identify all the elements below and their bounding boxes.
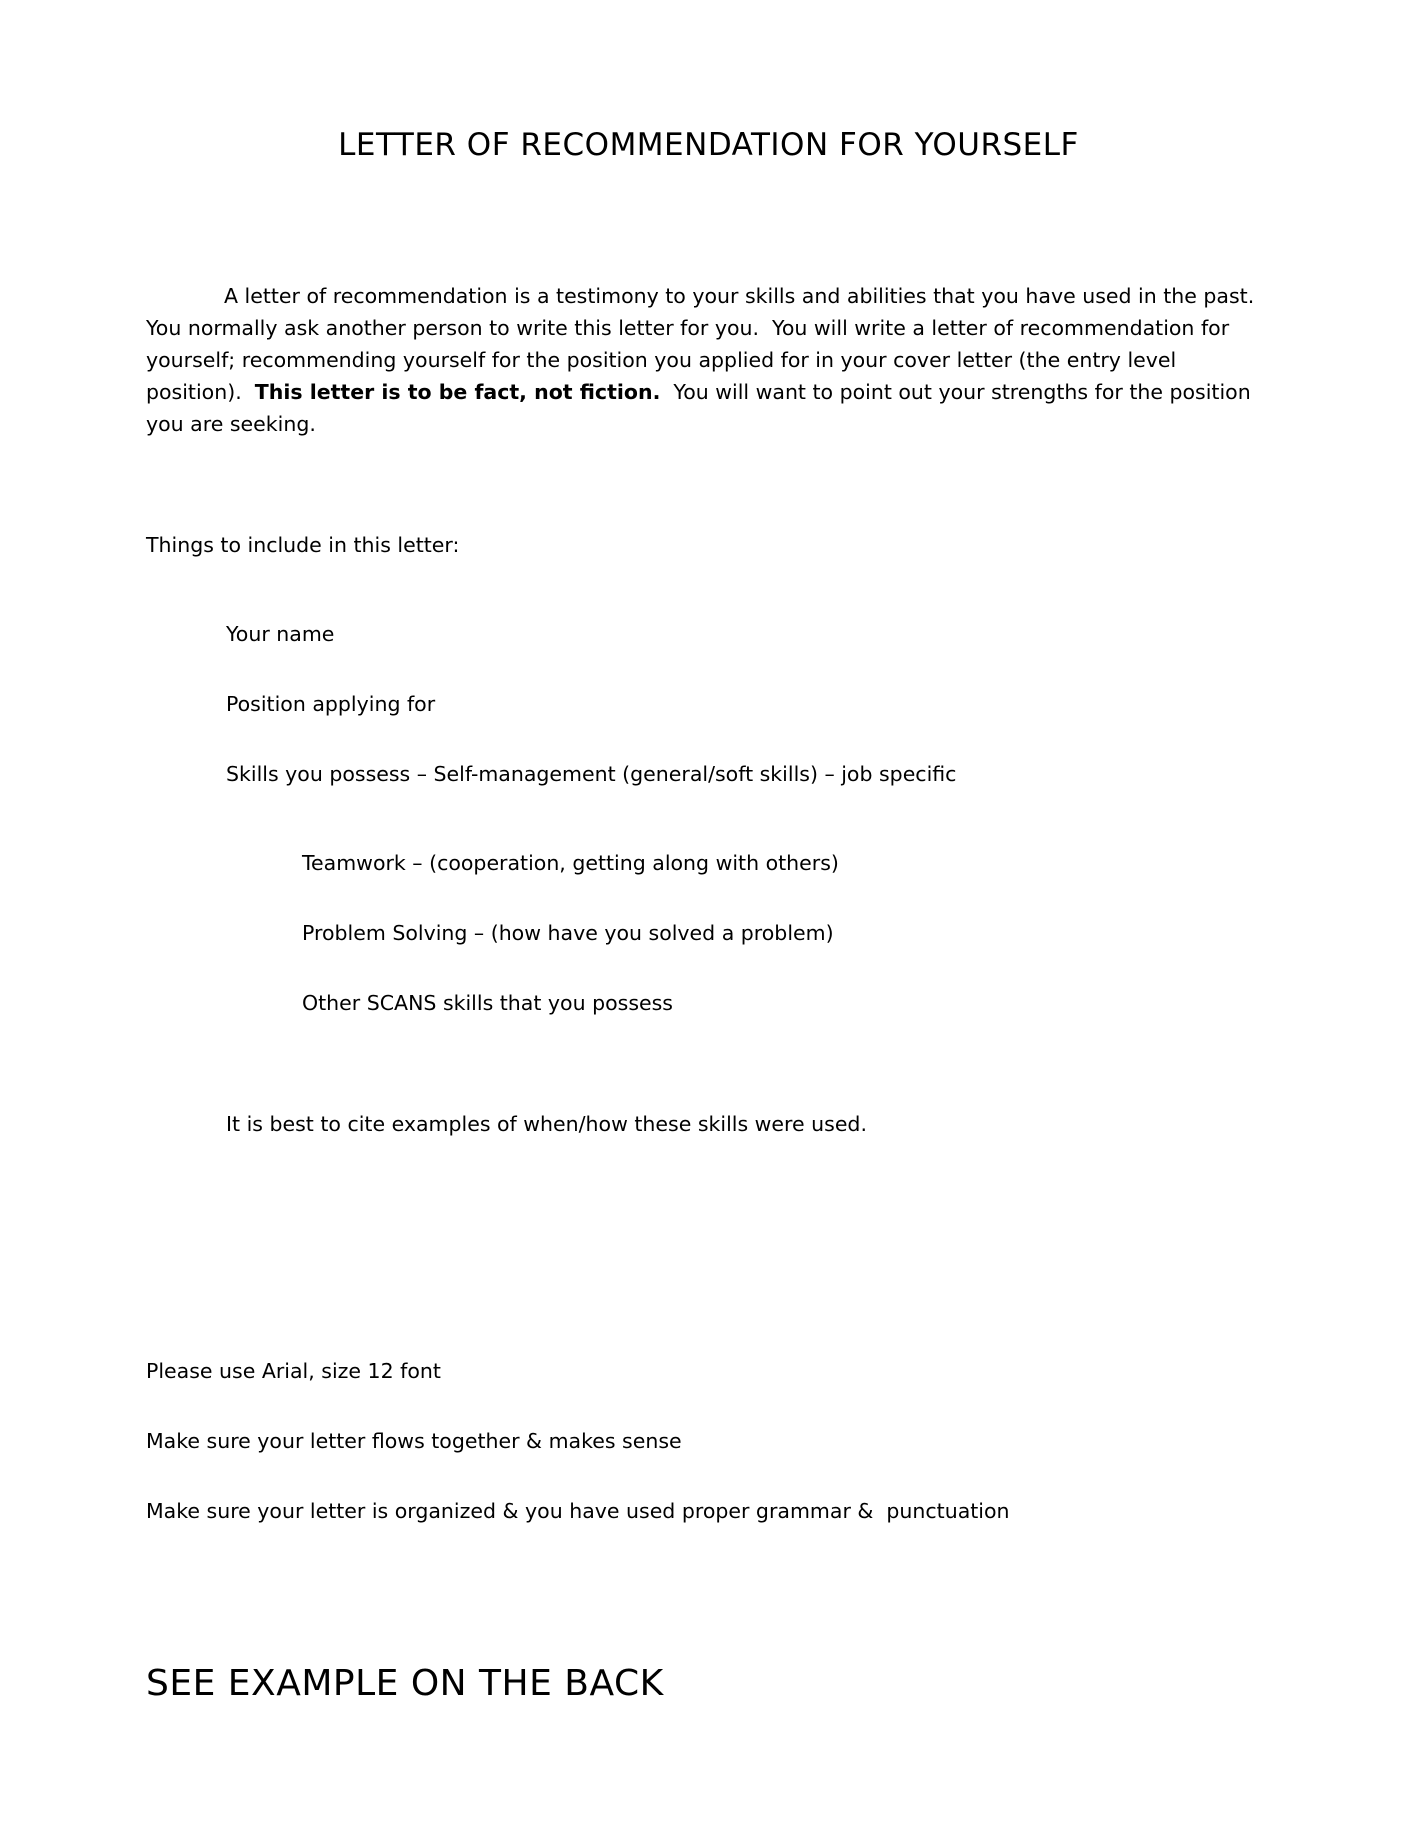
cite-examples-note: It is best to cite examples of when/how these skills were used.: [226, 1112, 867, 1136]
formatting-instructions: [146, 1317, 1271, 1565]
instruction-flow: Make sure your letter flows together & makes sense: [146, 1429, 682, 1453]
list-item-skills: Skills you possess – Self-management (general/soft skills) – job specific: [226, 762, 957, 786]
document-title: LETTER OF RECOMMENDATION FOR YOURSELF: [338, 127, 1079, 163]
instruction-font: Please use Arial, size 12 font: [146, 1359, 441, 1383]
instruction-grammar: Make sure your letter is organized & you have used proper grammar & punctuation: [146, 1499, 1010, 1523]
intro-text-before-bold: A letter of recommendation is a testimony to your skills and abilities that you have used in the past. You normally ask another person to write this letter for you. You will write a letter of recommendation for yourself; recommending yourself for the position you applied for in your cover letter (the entry level position).: [146, 284, 1268, 404]
sub-list-item-problem-solving: Problem Solving – (how have you solved a problem): [302, 921, 834, 945]
sub-list-item-other-scans: Other SCANS skills that you possess: [302, 991, 673, 1015]
list-item-your-name: Your name: [226, 622, 335, 646]
intro-paragraph: [146, 280, 1271, 440]
list-item-position: Position applying for: [226, 692, 436, 716]
intro-text-after-bold: You will want to point out your strengths for the position you are seeking.: [146, 380, 1258, 436]
sub-list-item-teamwork: Teamwork – (cooperation, getting along with others): [302, 851, 839, 875]
things-to-include-heading: Things to include in this letter:: [146, 533, 460, 557]
see-example-footer: SEE EXAMPLE ON THE BACK: [146, 1663, 664, 1704]
intro-bold-statement: This letter is to be fact, not fiction.: [254, 380, 661, 404]
